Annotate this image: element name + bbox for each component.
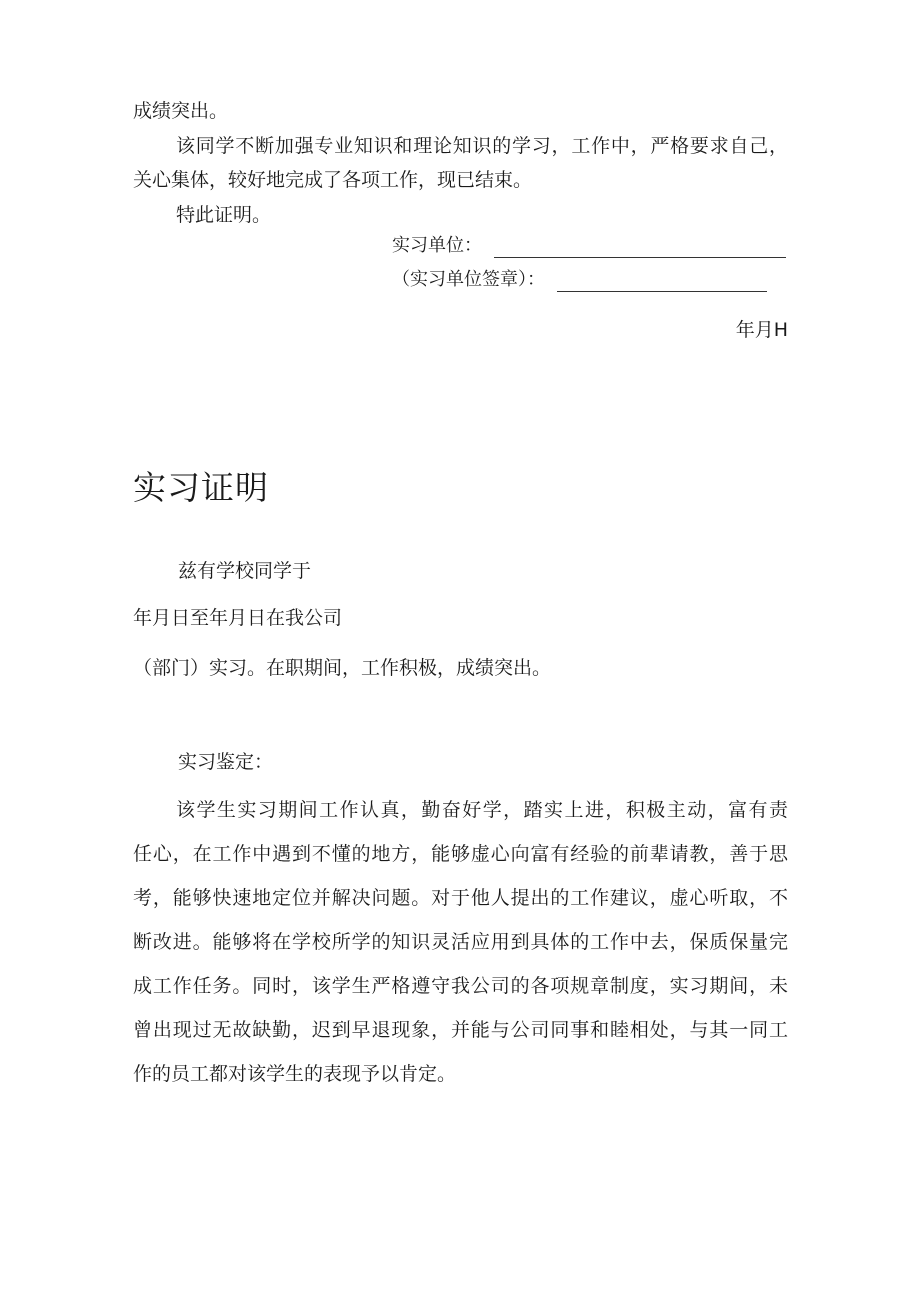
evaluation-line: 成工作任务。同时，该学生严格遵守我公司的各项规章制度，实习期间，未 [133,975,789,997]
closing-statement: 特此证明。 [176,204,272,226]
date-line: 年月H [735,319,788,341]
intro-line: 年月日至年月日在我公司 [133,607,343,629]
evaluation-line: 任心，在工作中遇到不懂的地方，能够虚心向富有经验的前辈请教，善于思 [133,843,789,865]
evaluation-line: 作的员工都对该学生的表现予以肯定。 [133,1063,457,1085]
intro-line: 兹有学校同学于 [178,560,312,582]
internship-unit-row [392,234,786,258]
evaluation-line: 曾出现过无故缺勤，迟到早退现象，并能与公司同事和睦相处，与其一同工 [133,1019,789,1041]
paragraph-line: 成绩突出。 [133,100,229,122]
evaluation-heading: 实习鉴定： [178,751,274,773]
evaluation-line: 断改进。能够将在学校所学的知识灵活应用到具体的工作中去，保质保量完 [133,931,789,953]
unit-seal-row [392,268,767,292]
internship-unit-blank [494,237,786,258]
evaluation-line: 该学生实习期间工作认真，勤奋好学，踏实上进，积极主动，富有责 [176,799,790,821]
paragraph-line: 该同学不断加强专业知识和理论知识的学习，工作中，严格要求自己， [176,135,789,157]
evaluation-line: 考，能够快速地定位并解决问题。对于他人提出的工作建议，虚心听取，不 [133,887,789,909]
internship-unit-label: 实习单位： [392,235,482,256]
paragraph-line: 关心集体，较好地完成了各项工作，现已结束。 [133,169,533,191]
intro-line: （部门）实习。在职期间，工作积极，成绩突出。 [133,657,552,679]
page-title: 实习证明 [133,468,269,507]
unit-seal-label: （实习单位签章）： [392,269,545,290]
unit-seal-blank [557,271,767,292]
